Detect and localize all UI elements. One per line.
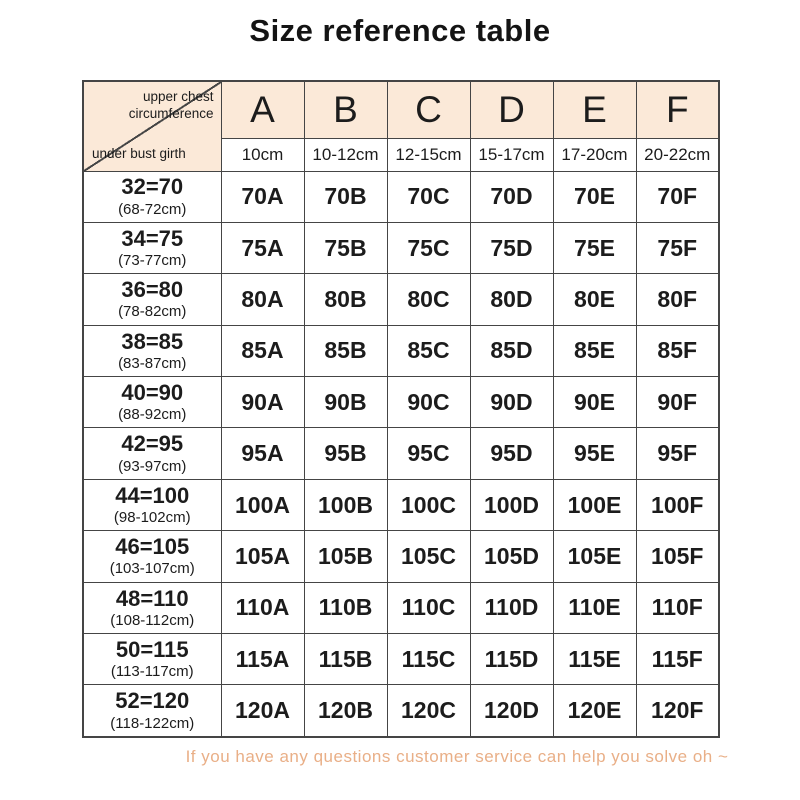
row-range-label: (73-77cm) [118, 252, 187, 270]
table-row [83, 377, 719, 428]
page-title: Size reference table [249, 13, 551, 48]
row-range-label: (68-72cm) [118, 200, 187, 218]
size-cell: 90B [304, 377, 387, 428]
row-size-label: 52=120 [115, 688, 190, 714]
size-cell: 85D [470, 325, 553, 376]
row-header [83, 428, 221, 479]
table-row [83, 222, 719, 273]
size-cell: 100A [221, 479, 304, 530]
table-row [83, 479, 719, 530]
row-header [83, 325, 221, 376]
size-cell: 105F [636, 531, 719, 582]
row-header [83, 479, 221, 530]
cup-range-d: 15-17cm [470, 138, 553, 171]
size-cell: 105A [221, 531, 304, 582]
table-row [83, 531, 719, 582]
size-cell: 105D [470, 531, 553, 582]
size-cell: 100E [553, 479, 636, 530]
size-cell: 105B [304, 531, 387, 582]
size-cell: 95C [387, 428, 470, 479]
row-range-label: (83-87cm) [118, 354, 187, 372]
size-cell: 75F [636, 222, 719, 273]
footer-note: If you have any questions customer service can help you solve oh ~ [185, 747, 729, 766]
row-range-label: (108-112cm) [110, 611, 195, 629]
table-row [83, 428, 719, 479]
row-range-label: (78-82cm) [118, 303, 187, 321]
size-cell: 95B [304, 428, 387, 479]
row-header [83, 634, 221, 685]
row-header [83, 274, 221, 325]
cup-header-b: B [304, 81, 387, 138]
row-header [83, 171, 221, 222]
size-cell: 115E [553, 634, 636, 685]
size-cell: 120C [387, 685, 470, 737]
table-row [83, 685, 719, 737]
size-cell: 85F [636, 325, 719, 376]
cup-header-c: C [387, 81, 470, 138]
cup-range-c: 12-15cm [387, 138, 470, 171]
table-row [83, 582, 719, 633]
size-cell: 75E [553, 222, 636, 273]
size-cell: 90A [221, 377, 304, 428]
size-cell: 95A [221, 428, 304, 479]
row-range-label: (118-122cm) [110, 714, 195, 732]
size-cell: 70A [221, 171, 304, 222]
size-cell: 110F [636, 582, 719, 633]
size-cell: 70F [636, 171, 719, 222]
table-row [83, 634, 719, 685]
size-cell: 110B [304, 582, 387, 633]
size-cell: 105E [553, 531, 636, 582]
size-cell: 120D [470, 685, 553, 737]
row-size-label: 48=110 [115, 585, 189, 611]
row-size-label: 38=85 [121, 328, 184, 354]
cup-header-e: E [553, 81, 636, 138]
size-cell: 95E [553, 428, 636, 479]
size-cell: 90C [387, 377, 470, 428]
row-header [83, 222, 221, 273]
table-row [83, 325, 719, 376]
row-size-label: 44=100 [115, 482, 190, 508]
corner-bottom-label: under bust girth [92, 146, 186, 162]
row-range-label: (98-102cm) [113, 509, 191, 526]
row-header [83, 582, 221, 633]
row-range-label: (93-97cm) [118, 457, 187, 475]
size-cell: 75B [304, 222, 387, 273]
size-cell: 90E [553, 377, 636, 428]
size-cell: 90D [470, 377, 553, 428]
size-cell: 110C [387, 582, 470, 633]
size-cell: 80E [553, 274, 636, 325]
row-header [83, 685, 221, 737]
size-cell: 85C [387, 325, 470, 376]
size-cell: 115A [221, 634, 304, 685]
size-cell: 115F [636, 634, 719, 685]
corner-top-label: upper chest circumference [128, 89, 214, 122]
size-cell: 80C [387, 274, 470, 325]
cup-header-a: A [221, 81, 304, 138]
size-cell: 75C [387, 222, 470, 273]
size-cell: 105C [387, 531, 470, 582]
size-cell: 85A [221, 325, 304, 376]
size-cell: 115C [387, 634, 470, 685]
size-cell: 115B [304, 634, 387, 685]
row-header [83, 377, 221, 428]
row-size-label: 50=115 [115, 636, 189, 662]
size-cell: 75A [221, 222, 304, 273]
size-cell: 120A [221, 685, 304, 737]
size-cell: 80B [304, 274, 387, 325]
size-cell: 85B [304, 325, 387, 376]
size-cell: 90F [636, 377, 719, 428]
cup-header-d: D [470, 81, 553, 138]
size-cell: 95F [636, 428, 719, 479]
size-cell: 95D [470, 428, 553, 479]
size-cell: 75D [470, 222, 553, 273]
cup-range-f: 20-22cm [636, 138, 719, 171]
size-cell: 70E [553, 171, 636, 222]
cup-range-a: 10cm [221, 138, 304, 171]
size-reference-table [82, 80, 720, 738]
row-range-label: (88-92cm) [118, 406, 187, 424]
table-row [83, 171, 719, 222]
row-header [83, 531, 221, 582]
size-cell: 110D [470, 582, 553, 633]
corner-cell [83, 81, 221, 171]
size-cell: 120E [553, 685, 636, 737]
size-cell: 80D [470, 274, 553, 325]
row-size-label: 32=70 [121, 174, 184, 200]
row-size-label: 42=95 [121, 431, 184, 457]
size-cell: 100B [304, 479, 387, 530]
row-size-label: 34=75 [121, 225, 184, 251]
size-cell: 100D [470, 479, 553, 530]
size-cell: 80A [221, 274, 304, 325]
size-cell: 115D [470, 634, 553, 685]
row-size-label: 40=90 [121, 380, 184, 406]
size-cell: 120B [304, 685, 387, 737]
row-range-label: (103-107cm) [109, 560, 195, 578]
size-cell: 70B [304, 171, 387, 222]
size-cell: 80F [636, 274, 719, 325]
size-cell: 85E [553, 325, 636, 376]
size-cell: 70D [470, 171, 553, 222]
table-row [83, 274, 719, 325]
row-size-label: 46=105 [115, 534, 190, 560]
row-range-label: (113-117cm) [110, 663, 194, 681]
cup-header-row [83, 81, 719, 138]
size-cell: 100F [636, 479, 719, 530]
cup-range-e: 17-20cm [553, 138, 636, 171]
cup-header-f: F [636, 81, 719, 138]
size-cell: 100C [387, 479, 470, 530]
row-size-label: 36=80 [121, 277, 184, 303]
corner-diagonal [84, 82, 221, 170]
cup-range-b: 10-12cm [304, 138, 387, 171]
size-cell: 70C [387, 171, 470, 222]
size-cell: 110E [553, 582, 636, 633]
size-cell: 120F [636, 685, 719, 737]
size-cell: 110A [221, 582, 304, 633]
